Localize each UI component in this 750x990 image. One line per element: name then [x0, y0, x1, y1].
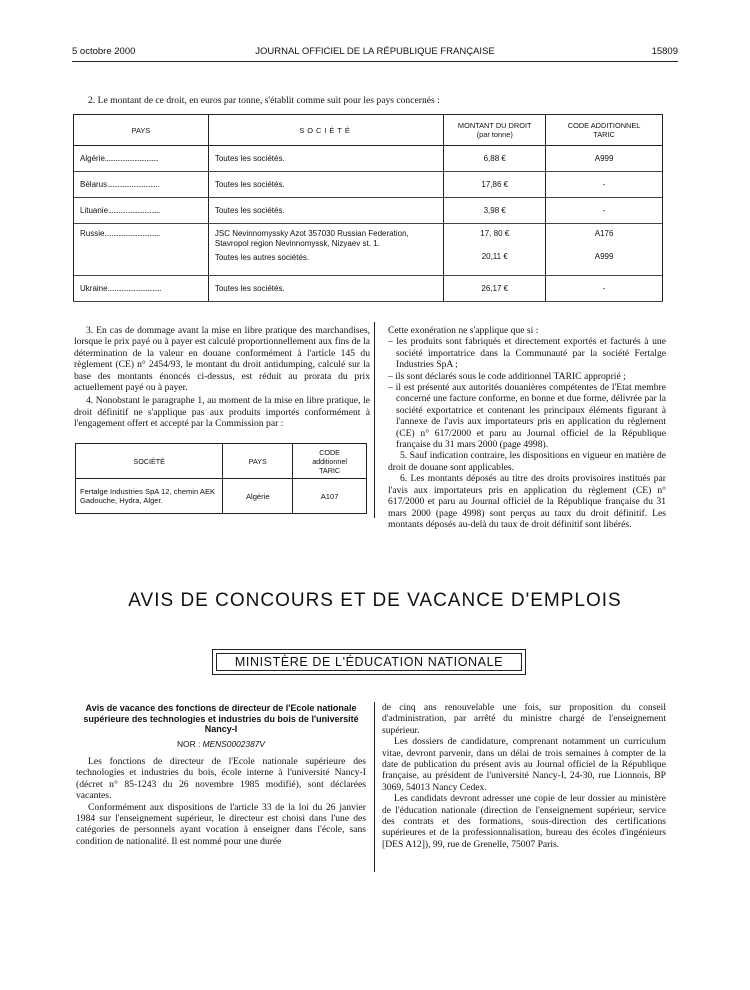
paragraph-4: 4. Nonobstant le paragraphe 1, au moment de la mise en libre pratique, le droit définitif ne s'applique pas aux produits importés conformément à l'engagement offert et accepté par la Commission par :: [74, 395, 370, 430]
row-taric: A999: [546, 146, 663, 172]
bullet-2: – ils sont déclarés sous le code additionnel TARIC approprié ;: [388, 370, 626, 382]
row-rate: 3,98 €: [444, 198, 546, 224]
row-rate: 17,86 €: [444, 172, 546, 198]
exemption-intro: Cette exonération ne s'applique que si :: [388, 325, 539, 336]
table-row: [76, 479, 367, 514]
avis-left-column: [76, 756, 366, 847]
avis-paragraph-1: Les fonctions de directeur de l'Ecole nationale supérieure des technologies et industries du bois, école interne à l'université Nancy-I (décret n° 85-1243 du 26 novembre 1985 modifié), sont déclarées vacantes.: [76, 756, 366, 802]
paragraph-3: 3. En cas de dommage avant la mise en libre pratique des marchandises, lorsque le prix payé ou à payer est calculé proportionnellement aux fins de la détermination de la valeur en douane conformément à l'article 145 du règlement (CE) n° 2454/93, le montant du droit antidumping, calculé sur la base des montants énoncés ci-dessus, est réduit au prorata du prix actuellement payé ou à payer.: [74, 325, 370, 394]
table-row: [74, 146, 663, 172]
avis-paragraph-4: Les dossiers de candidature, comprenant notamment un curriculum vitae, devront parvenir, dans un délai de trois semaines à compter de la date de publication du présent avis au Journal officiel de la République française, au président de l'université Nancy-I, 24-30, rue Lionnois, BP 3069, 54013 Nancy Cedex.: [382, 736, 666, 793]
avis-right-column: [382, 702, 666, 850]
avis-title: Avis de vacance des fonctions de directeur de l'Ecole nationale supérieure des technologies et industries du bois de l'université Nancy-I: [83, 703, 359, 734]
row-company: Toutes les sociétés.: [208, 276, 443, 302]
row-country: Algérie...............................: [74, 146, 209, 172]
row-taric: A107: [293, 479, 367, 514]
row-country: Ukraine...............................: [74, 276, 209, 302]
left-column: [74, 325, 370, 430]
header-date: 5 octobre 2000: [72, 46, 136, 57]
row-taric: -: [546, 276, 663, 302]
table-row: [74, 198, 663, 224]
nor-reference: NOR : MENS0002387V: [177, 739, 265, 749]
col-country: PAYS: [223, 444, 293, 479]
row-company: Toutes les sociétés.: [208, 146, 443, 172]
row-taric: -: [546, 198, 663, 224]
table-row: [74, 276, 663, 302]
row-company: Toutes les sociétés.: [208, 198, 443, 224]
avis-paragraph-5: Les candidats devront adresser une copie de leur dossier au ministère de l'éducation nationale (direction de l'enseignement supérieur, service des contrats et des formations, sous-direction des certifications supérieures et de la professionnalisation, bureau des écoles d'ingénieurs [DES A12]), 99, rue de Grenelle, 75007 Paris.: [382, 793, 666, 850]
section-title: AVIS DE CONCOURS ET DE VACANCE D'EMPLOIS: [128, 590, 622, 611]
avis-column-divider: [374, 702, 375, 872]
col-taric: CODE ADDITIONNEL TARIC: [546, 115, 663, 146]
avis-paragraph-2: Conformément aux dispositions de l'article 33 de la loi du 26 janvier 1984 sur l'enseignement supérieur, le directeur est choisi dans l'une des catégories de personnels ayant vocation à enseigner dans l'école, sans condition de nationalité. Il est nommé pour une durée: [76, 801, 366, 847]
duty-intro: 2. Le montant de ce droit, en euros par tonne, s'établit comme suit pour les pays concernés :: [88, 95, 440, 106]
header-page-number: 15809: [651, 46, 678, 57]
row-country: Lituanie..............................: [74, 198, 209, 224]
bullet-1: – les produits sont fabriqués et directement exportés et facturés à une société importatrice dans la Communauté par la société Fertalge Industries SpA ;: [388, 336, 666, 371]
col-company: SOCIÉTÉ: [76, 444, 223, 479]
row-rate: 17, 80 € 20,11 €: [444, 224, 546, 276]
row-company: JSC Nevinnomyssky Azot 357030 Russian Federation, Stavropol region Nevinnomyssk, Nizyaev st. 1. Toutes les autres sociétés.: [208, 224, 443, 276]
row-rate: 6,88 €: [444, 146, 546, 172]
ministry-name: MINISTÈRE DE L'ÉDUCATION NATIONALE: [216, 653, 522, 671]
row-country: Russie................................: [74, 224, 209, 276]
row-taric: -: [546, 172, 663, 198]
column-divider: [374, 322, 375, 518]
row-country: Algérie: [223, 479, 293, 514]
row-taric: A176 A999: [546, 224, 663, 276]
row-company: Fertalge Industries SpA 12, chemin AEK Gadouche, Hydra, Alger.: [76, 479, 223, 514]
header-journal-title: JOURNAL OFFICIEL DE LA RÉPUBLIQUE FRANÇAISE: [255, 46, 495, 57]
paragraph-5: 5. Sauf indication contraire, les dispositions en vigueur en matière de droit de douane sont applicables.: [388, 450, 666, 473]
undertaking-header: [76, 444, 367, 479]
duty-table-header: [74, 115, 663, 146]
undertaking-table: [75, 443, 367, 514]
row-company: Toutes les sociétés.: [208, 172, 443, 198]
table-row: [74, 224, 663, 276]
table-row: [74, 172, 663, 198]
paragraph-6: 6. Les montants déposés au titre des droits provisoires institués par l'avis aux importateurs pris en application du règlement (CE) n° 617/2000 et paru au Journal officiel de la République française du 31 mars 2000 (page 4998) sont perçus au taux du droit définitif. Les montants déposés au-delà du taux de droit définitif sont libérés.: [388, 473, 666, 530]
col-taric: CODE additionnel TARIC: [293, 444, 367, 479]
col-company: SOCIÉTÉ: [208, 115, 443, 146]
row-country: Bélarus..............................: [74, 172, 209, 198]
duty-table: [73, 114, 663, 302]
bullet-3: – il est présenté aux autorités douanières compétentes de l'Etat membre concerné une facture conforme, en bonne et due forme, délivrée par la société exportatrice et contenant les principaux éléments figurant à l'annexe de l'avis aux importateurs pris en application du règlement (CE) n° 617/2000 et paru au Journal officiel de la République française du 31 mars 2000 (page 4998).: [388, 382, 666, 451]
right-column: [388, 325, 666, 530]
avis-paragraph-3: de cinq ans renouvelable une fois, sur proposition du conseil d'administration, par arrêté du ministre chargé de l'enseignement supérieur.: [382, 702, 666, 736]
ministry-box: [212, 649, 526, 675]
col-country: PAYS: [74, 115, 209, 146]
col-rate: MONTANT DU DROIT (par tonne): [444, 115, 546, 146]
header-rule: [72, 61, 678, 62]
row-rate: 26,17 €: [444, 276, 546, 302]
